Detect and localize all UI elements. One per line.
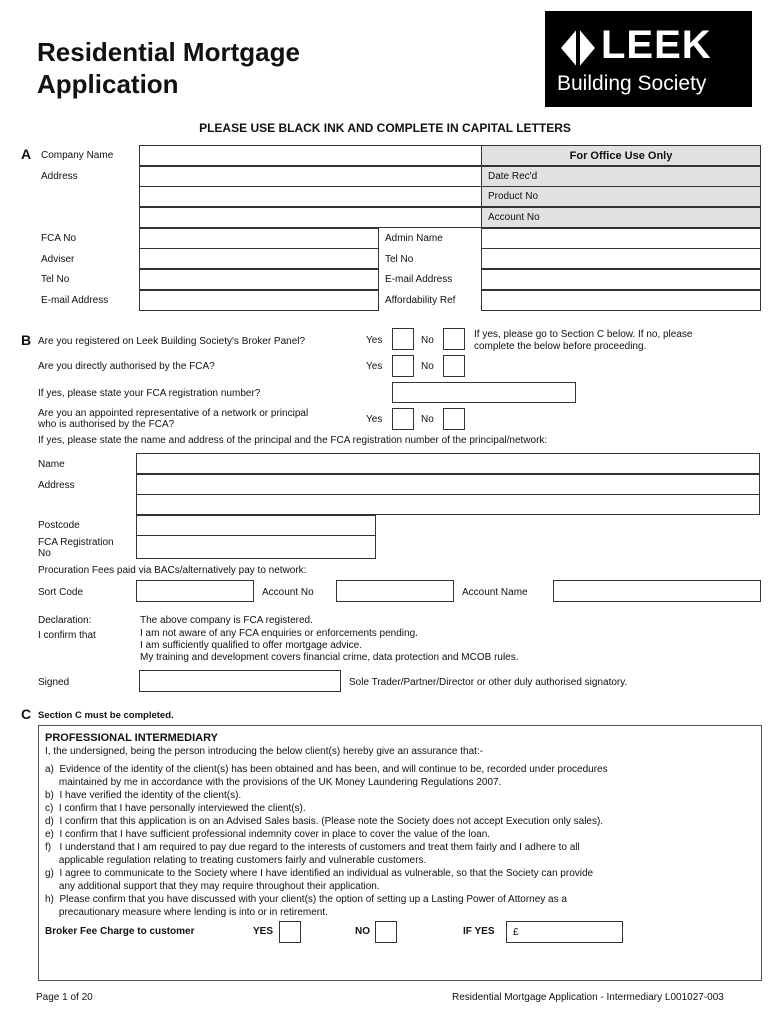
affordability-input[interactable] <box>481 290 761 311</box>
appointed-rep-question-1: Are you an appointed representative of a network or principal <box>38 408 309 419</box>
address-input-3[interactable] <box>139 207 482 228</box>
document-reference: Residential Mortgage Application - Intermediary L001027-003 <box>452 992 724 1003</box>
company-name-label: Company Name <box>41 150 114 161</box>
assurance-line: e) I confirm that I have sufficient professional indemnity cover in place to cover the value of the loan. <box>45 829 491 840</box>
signed-label: Signed <box>38 677 70 688</box>
principal-address-input-1[interactable] <box>136 474 760 495</box>
email-input[interactable] <box>139 290 379 311</box>
section-c-heading: Section C must be completed. <box>38 710 174 721</box>
product-no-field: Product No <box>481 186 761 207</box>
adviser-label: Adviser <box>41 254 75 265</box>
address-input-2[interactable] <box>139 186 482 207</box>
declaration-label: Declaration: <box>38 615 92 626</box>
assurance-line: precautionary measure where lending is into or in retirement. <box>45 907 328 918</box>
sort-code-label: Sort Code <box>38 587 84 598</box>
declaration-line: My training and development covers financial crime, data protection and MCOB rules. <box>140 652 519 663</box>
sort-code-input[interactable] <box>136 580 254 602</box>
leek-logo: LEEK Building Society <box>545 11 752 107</box>
account-no-office-field: Account No <box>481 207 761 228</box>
no-label: No <box>421 335 434 346</box>
principal-address-label: Address <box>38 480 75 491</box>
instruction: PLEASE USE BLACK INK AND COMPLETE IN CAPITAL LETTERS <box>199 121 571 135</box>
fca-authorised-no-checkbox[interactable] <box>443 355 465 377</box>
fee-no-checkbox[interactable] <box>375 921 397 943</box>
account-no-label: Account No <box>262 587 314 598</box>
confirm-label: I confirm that <box>38 630 96 641</box>
assurance-line: g) I agree to communicate to the Society where I have identified an individual as vulnerable, so that the Society can provide <box>45 868 594 879</box>
broker-panel-question: Are you registered on Leek Building Society's Broker Panel? <box>38 336 306 347</box>
principal-fca-reg-input[interactable] <box>136 535 376 559</box>
admin-name-input[interactable] <box>481 228 761 249</box>
admin-email-label: E-mail Address <box>385 274 453 285</box>
tel-no-label: Tel No <box>41 274 70 285</box>
fca-no-label: FCA No <box>41 233 77 244</box>
fee-no-label: NO <box>355 926 370 937</box>
postcode-label: Postcode <box>38 520 80 531</box>
assurance-line: maintained by me in accordance with the provisions of the UK Money Laundering Regulations 2007. <box>45 777 502 788</box>
assurance-line: d) I confirm that this application is on an Advised Sales basis. (Please note the Society does not accept Execution only sales). <box>45 816 604 827</box>
assurance-line: b) I have verified the identity of the client(s). <box>45 790 242 801</box>
declaration-line: The above company is FCA registered. <box>140 615 313 626</box>
if-yes-label: IF YES <box>463 926 495 937</box>
professional-intermediary-box <box>38 725 762 981</box>
section-c-letter: C <box>21 706 32 722</box>
fca-authorised-question: Are you directly authorised by the FCA? <box>38 361 215 372</box>
fee-yes-checkbox[interactable] <box>279 921 301 943</box>
principal-name-label: Name <box>38 459 65 470</box>
assurance-line: applicable regulation relating to treating customers fairly and vulnerable customers. <box>45 855 427 866</box>
declaration-line: I am not aware of any FCA enquiries or enforcements pending. <box>140 628 418 639</box>
admin-tel-input[interactable] <box>481 248 761 269</box>
tel-no-input[interactable] <box>139 269 379 290</box>
assurance-line: c) I confirm that I have personally interviewed the client(s). <box>45 803 306 814</box>
broker-panel-note-1: If yes, please go to Section C below. If no, please <box>474 329 693 340</box>
assurance-line: any additional support that they may require throughout their application. <box>45 881 380 892</box>
fee-amount-input[interactable] <box>506 921 623 943</box>
diamond-icon <box>561 28 595 68</box>
assurance-line: f) I understand that I am required to pay due regard to the interests of customers and treat them fairly and I adhere to all <box>45 842 580 853</box>
principal-address-input-2[interactable] <box>136 494 760 515</box>
account-name-label: Account Name <box>462 587 528 598</box>
fca-reg-no-label-1: FCA Registration <box>38 537 114 548</box>
account-no-input[interactable] <box>336 580 454 602</box>
signature-input[interactable] <box>139 670 341 692</box>
date-recd-field: Date Rec'd <box>481 166 761 187</box>
broker-panel-note-2: complete the below before proceeding. <box>474 341 647 352</box>
no-label: No <box>421 361 434 372</box>
fca-reg-no-label-2: No <box>38 548 51 559</box>
page-title: Residential Mortgage Application <box>37 37 300 99</box>
principal-instruction: If yes, please state the name and address of the principal and the FCA registration number of the principal/network: <box>38 435 548 446</box>
appointed-rep-no-checkbox[interactable] <box>443 408 465 430</box>
broker-fee-label: Broker Fee Charge to customer <box>45 926 195 937</box>
broker-panel-no-checkbox[interactable] <box>443 328 465 350</box>
adviser-input[interactable] <box>139 248 379 269</box>
broker-panel-yes-checkbox[interactable] <box>392 328 414 350</box>
appointed-rep-question-2: who is authorised by the FCA? <box>38 419 175 430</box>
appointed-rep-yes-checkbox[interactable] <box>392 408 414 430</box>
affordability-label: Affordability Ref <box>385 295 456 306</box>
postcode-input[interactable] <box>136 515 376 536</box>
assurance-line: a) Evidence of the identity of the client(s) has been obtained and has been, and will continue to be, recorded under procedures <box>45 764 608 775</box>
email-label: E-mail Address <box>41 295 109 306</box>
no-label: No <box>421 414 434 425</box>
address-label: Address <box>41 171 78 182</box>
fca-authorised-yes-checkbox[interactable] <box>392 355 414 377</box>
declaration-line: I am sufficiently qualified to offer mortgage advice. <box>140 640 362 651</box>
yes-label: Yes <box>366 361 383 372</box>
fee-yes-label: YES <box>253 926 274 937</box>
assurance-list <box>45 763 757 919</box>
currency-symbol: £ <box>513 927 519 938</box>
proc-fees-label: Procuration Fees paid via BACs/alternatively pay to network: <box>38 565 307 576</box>
box-title: PROFESSIONAL INTERMEDIARY <box>45 732 218 744</box>
address-input-1[interactable] <box>139 166 482 187</box>
yes-label: Yes <box>366 414 383 425</box>
fca-reg-question: If yes, please state your FCA registration number? <box>38 388 261 399</box>
fca-no-input[interactable] <box>139 228 379 249</box>
section-b-letter: B <box>21 332 32 348</box>
yes-label: Yes <box>366 335 383 346</box>
signatory-label: Sole Trader/Partner/Director or other duly authorised signatory. <box>349 677 628 688</box>
principal-name-input[interactable] <box>136 453 760 474</box>
office-use-header: For Office Use Only <box>481 145 761 166</box>
admin-email-input[interactable] <box>481 269 761 290</box>
account-name-input[interactable] <box>553 580 761 602</box>
admin-name-label: Admin Name <box>385 233 443 244</box>
intro-text: I, the undersigned, being the person introducing the below client(s) hereby give an assurance that:- <box>45 746 484 757</box>
fca-reg-number-input[interactable] <box>392 382 576 403</box>
section-a-letter: A <box>21 146 32 162</box>
admin-tel-label: Tel No <box>385 254 414 265</box>
company-name-input[interactable] <box>139 145 482 166</box>
page-number: Page 1 of 20 <box>36 992 93 1003</box>
assurance-line: h) Please confirm that you have discussed with your client(s) the option of setting up a Lasting Power of Attorney as a <box>45 894 567 905</box>
